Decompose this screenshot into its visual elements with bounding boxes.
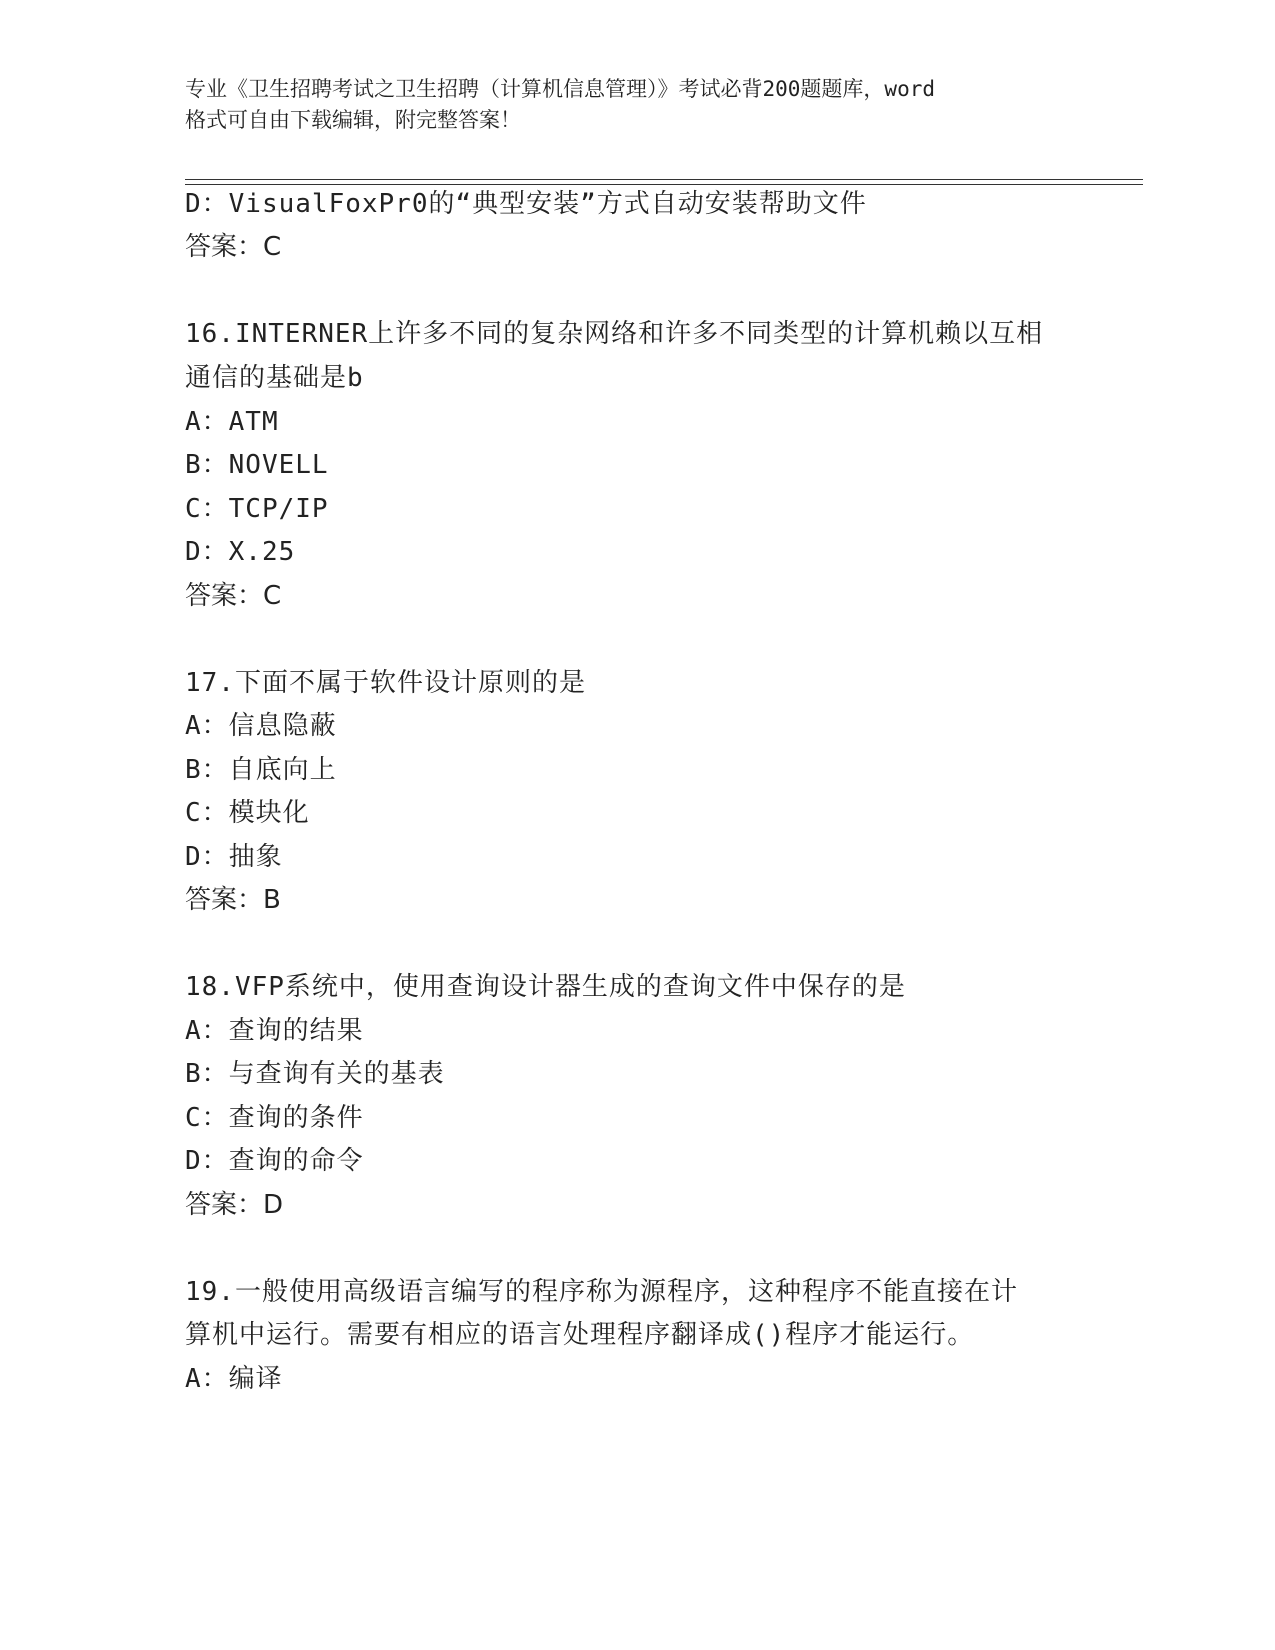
q16-option-b: B：NOVELL (185, 450, 329, 480)
q16-stem-line-1: 16.INTERNER上许多不同的复杂网络和许多不同类型的计算机赖以互相 (185, 319, 1044, 349)
q15-option-d: D：VisualFoxPr0的“典型安装”方式自动安装帮助文件 (185, 189, 867, 219)
q19-option-a: A：编译 (185, 1364, 283, 1394)
q19-stem-line-2: 算机中运行。需要有相应的语言处理程序翻译成()程序才能运行。 (185, 1320, 975, 1350)
q18-option-d: D：查询的命令 (185, 1146, 364, 1176)
q17-option-a: A：信息隐蔽 (185, 711, 337, 741)
q17-option-c: C：模块化 (185, 798, 310, 828)
header-divider-bottom (185, 184, 1143, 185)
q16-option-d: D：X.25 (185, 537, 296, 567)
header-line-2: 格式可自由下载编辑，附完整答案！ (185, 108, 521, 132)
q18-stem-line-1: 18.VFP系统中，使用查询设计器生成的查询文件中保存的是 (185, 972, 906, 1002)
q18-option-a: A：查询的结果 (185, 1016, 364, 1046)
q19-stem-line-1: 19.一般使用高级语言编写的程序称为源程序，这种程序不能直接在计 (185, 1277, 1018, 1307)
q16-option-c: C：TCP/IP (185, 494, 329, 524)
q17-answer: 答案：B (185, 885, 281, 915)
q17-stem-line-1: 17.下面不属于软件设计原则的是 (185, 668, 586, 698)
q15-answer: 答案：C (185, 232, 282, 262)
header-divider-top (185, 179, 1143, 180)
q18-option-b: B：与查询有关的基表 (185, 1059, 445, 1089)
q17-option-b: B：自底向上 (185, 755, 337, 785)
document-header (185, 74, 1085, 136)
q16-option-a: A：ATM (185, 407, 279, 437)
q18-answer: 答案：D (185, 1190, 284, 1220)
q18-option-c: C：查询的条件 (185, 1103, 364, 1133)
q16-stem-line-2: 通信的基础是b (185, 363, 364, 393)
q17-option-d: D：抽象 (185, 842, 283, 872)
header-line-1: 专业《卫生招聘考试之卫生招聘（计算机信息管理）》考试必背200题题库，word (185, 77, 935, 101)
q16-answer: 答案：C (185, 581, 282, 611)
